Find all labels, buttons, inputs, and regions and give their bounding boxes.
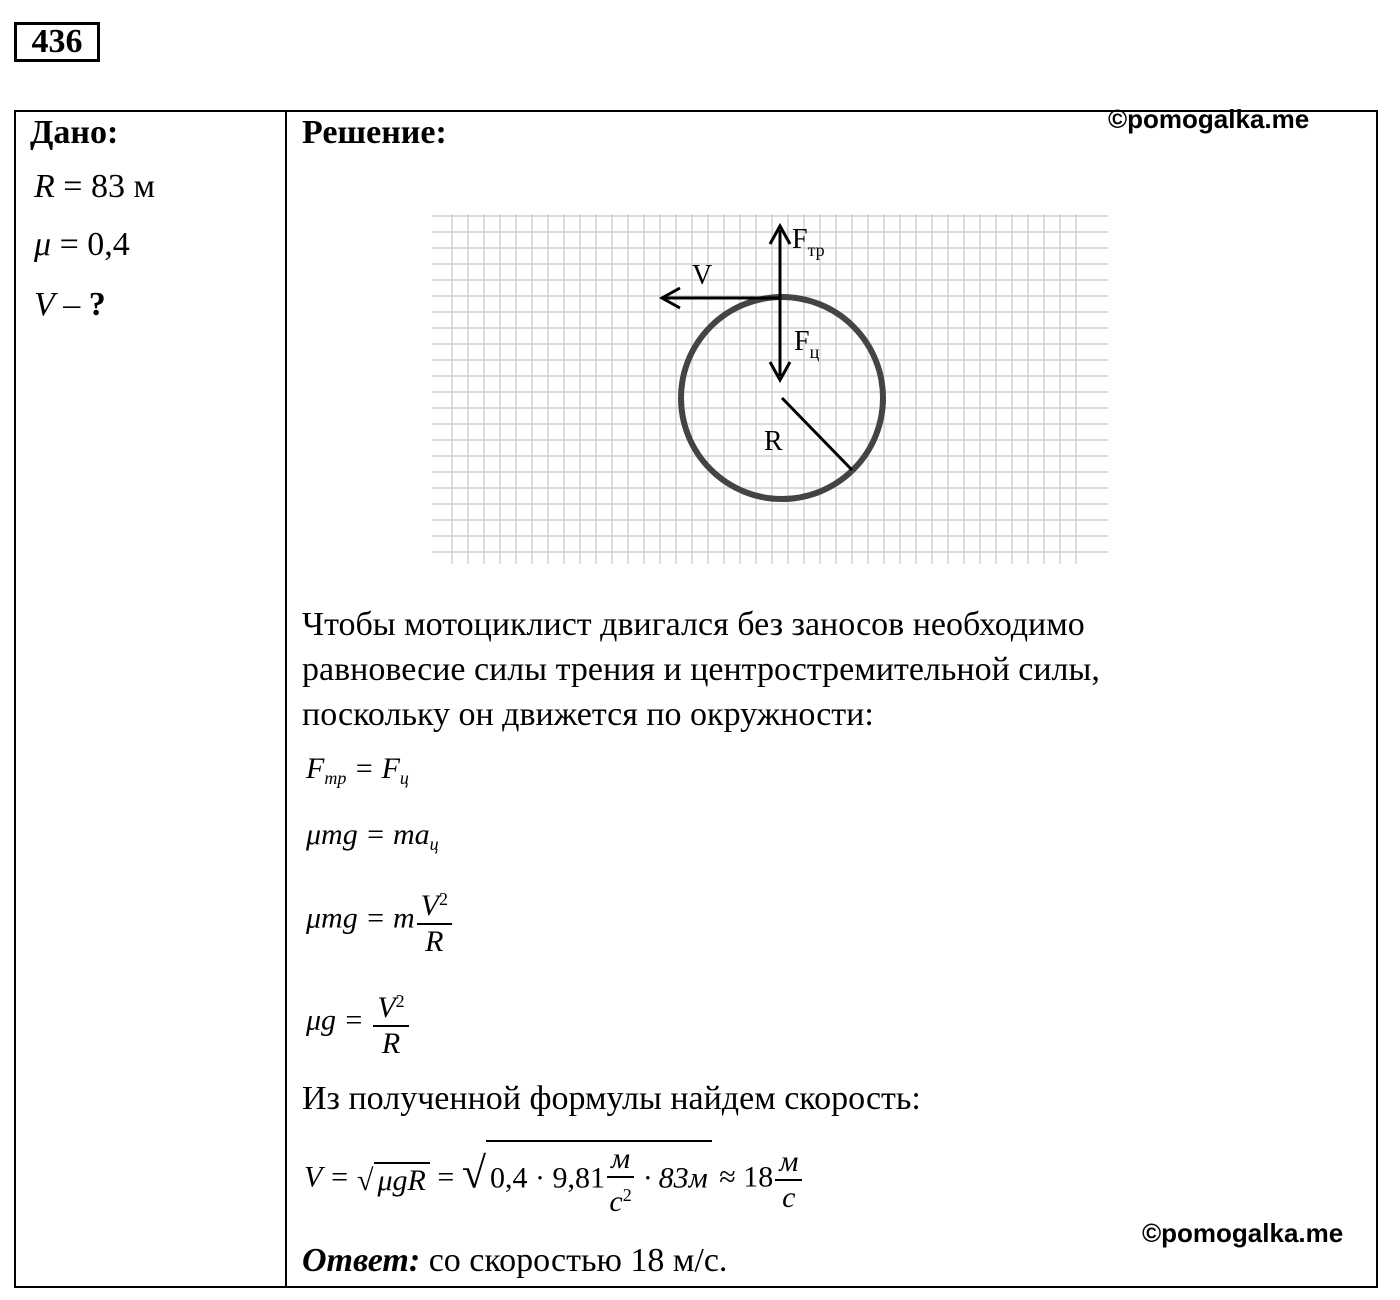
formula-newton-second: $\mu mg = ma_ц$ <box>306 818 439 854</box>
problem-number: 436 <box>14 22 100 62</box>
radius-line <box>782 398 852 470</box>
paragraph-line: Чтобы мотоциклист двигался без заносов необходимо <box>302 606 1085 643</box>
watermark-bottom: ©pomogalka.me <box>1142 1218 1344 1248</box>
centripetal-force-label: $F_ц$ <box>794 326 820 362</box>
formula-final-velocity: V = √ μgR = √ 0,4 · 9,81 $\frac{м}{с^2}$ · 83м ≈ 18 $\frac{м}{с}$ <box>304 1140 804 1230</box>
paragraph-line: поскольку он движется по окружности: <box>302 696 874 733</box>
force-diagram <box>428 208 1118 588</box>
derivation-paragraph: Из полученной формулы найдем скорость: <box>302 1080 921 1117</box>
given-unknown-velocity: V – ? <box>34 286 106 323</box>
given-friction-coefficient: μ = 0,4 <box>34 226 130 263</box>
watermark-top: ©pomogalka.me <box>1108 104 1310 134</box>
given-radius: R = 83 м <box>34 168 155 205</box>
formula-centripetal-substitution: μmg = m $\frac{V^2}{R}$ <box>306 882 454 959</box>
answer-line: Ответ: со скоростью 18 м/с. <box>302 1242 728 1279</box>
friction-force-label: $F_{тр}$ <box>792 224 825 260</box>
given-title: Дано: <box>30 114 119 151</box>
radius-label: R <box>764 426 783 457</box>
paragraph-line: равновесие силы трения и центростремительной силы, <box>302 651 1100 688</box>
velocity-label: V <box>692 260 713 291</box>
graph-paper-grid <box>432 214 1108 564</box>
formula-simplified: μg = $\frac{V^2}{R}$ <box>306 984 411 1061</box>
solution-title: Решение: <box>302 114 447 151</box>
table-divider <box>285 110 287 1288</box>
explanation-paragraph <box>302 602 1362 737</box>
formula-force-balance: $F_{тр} = F_ц$ <box>306 752 409 788</box>
